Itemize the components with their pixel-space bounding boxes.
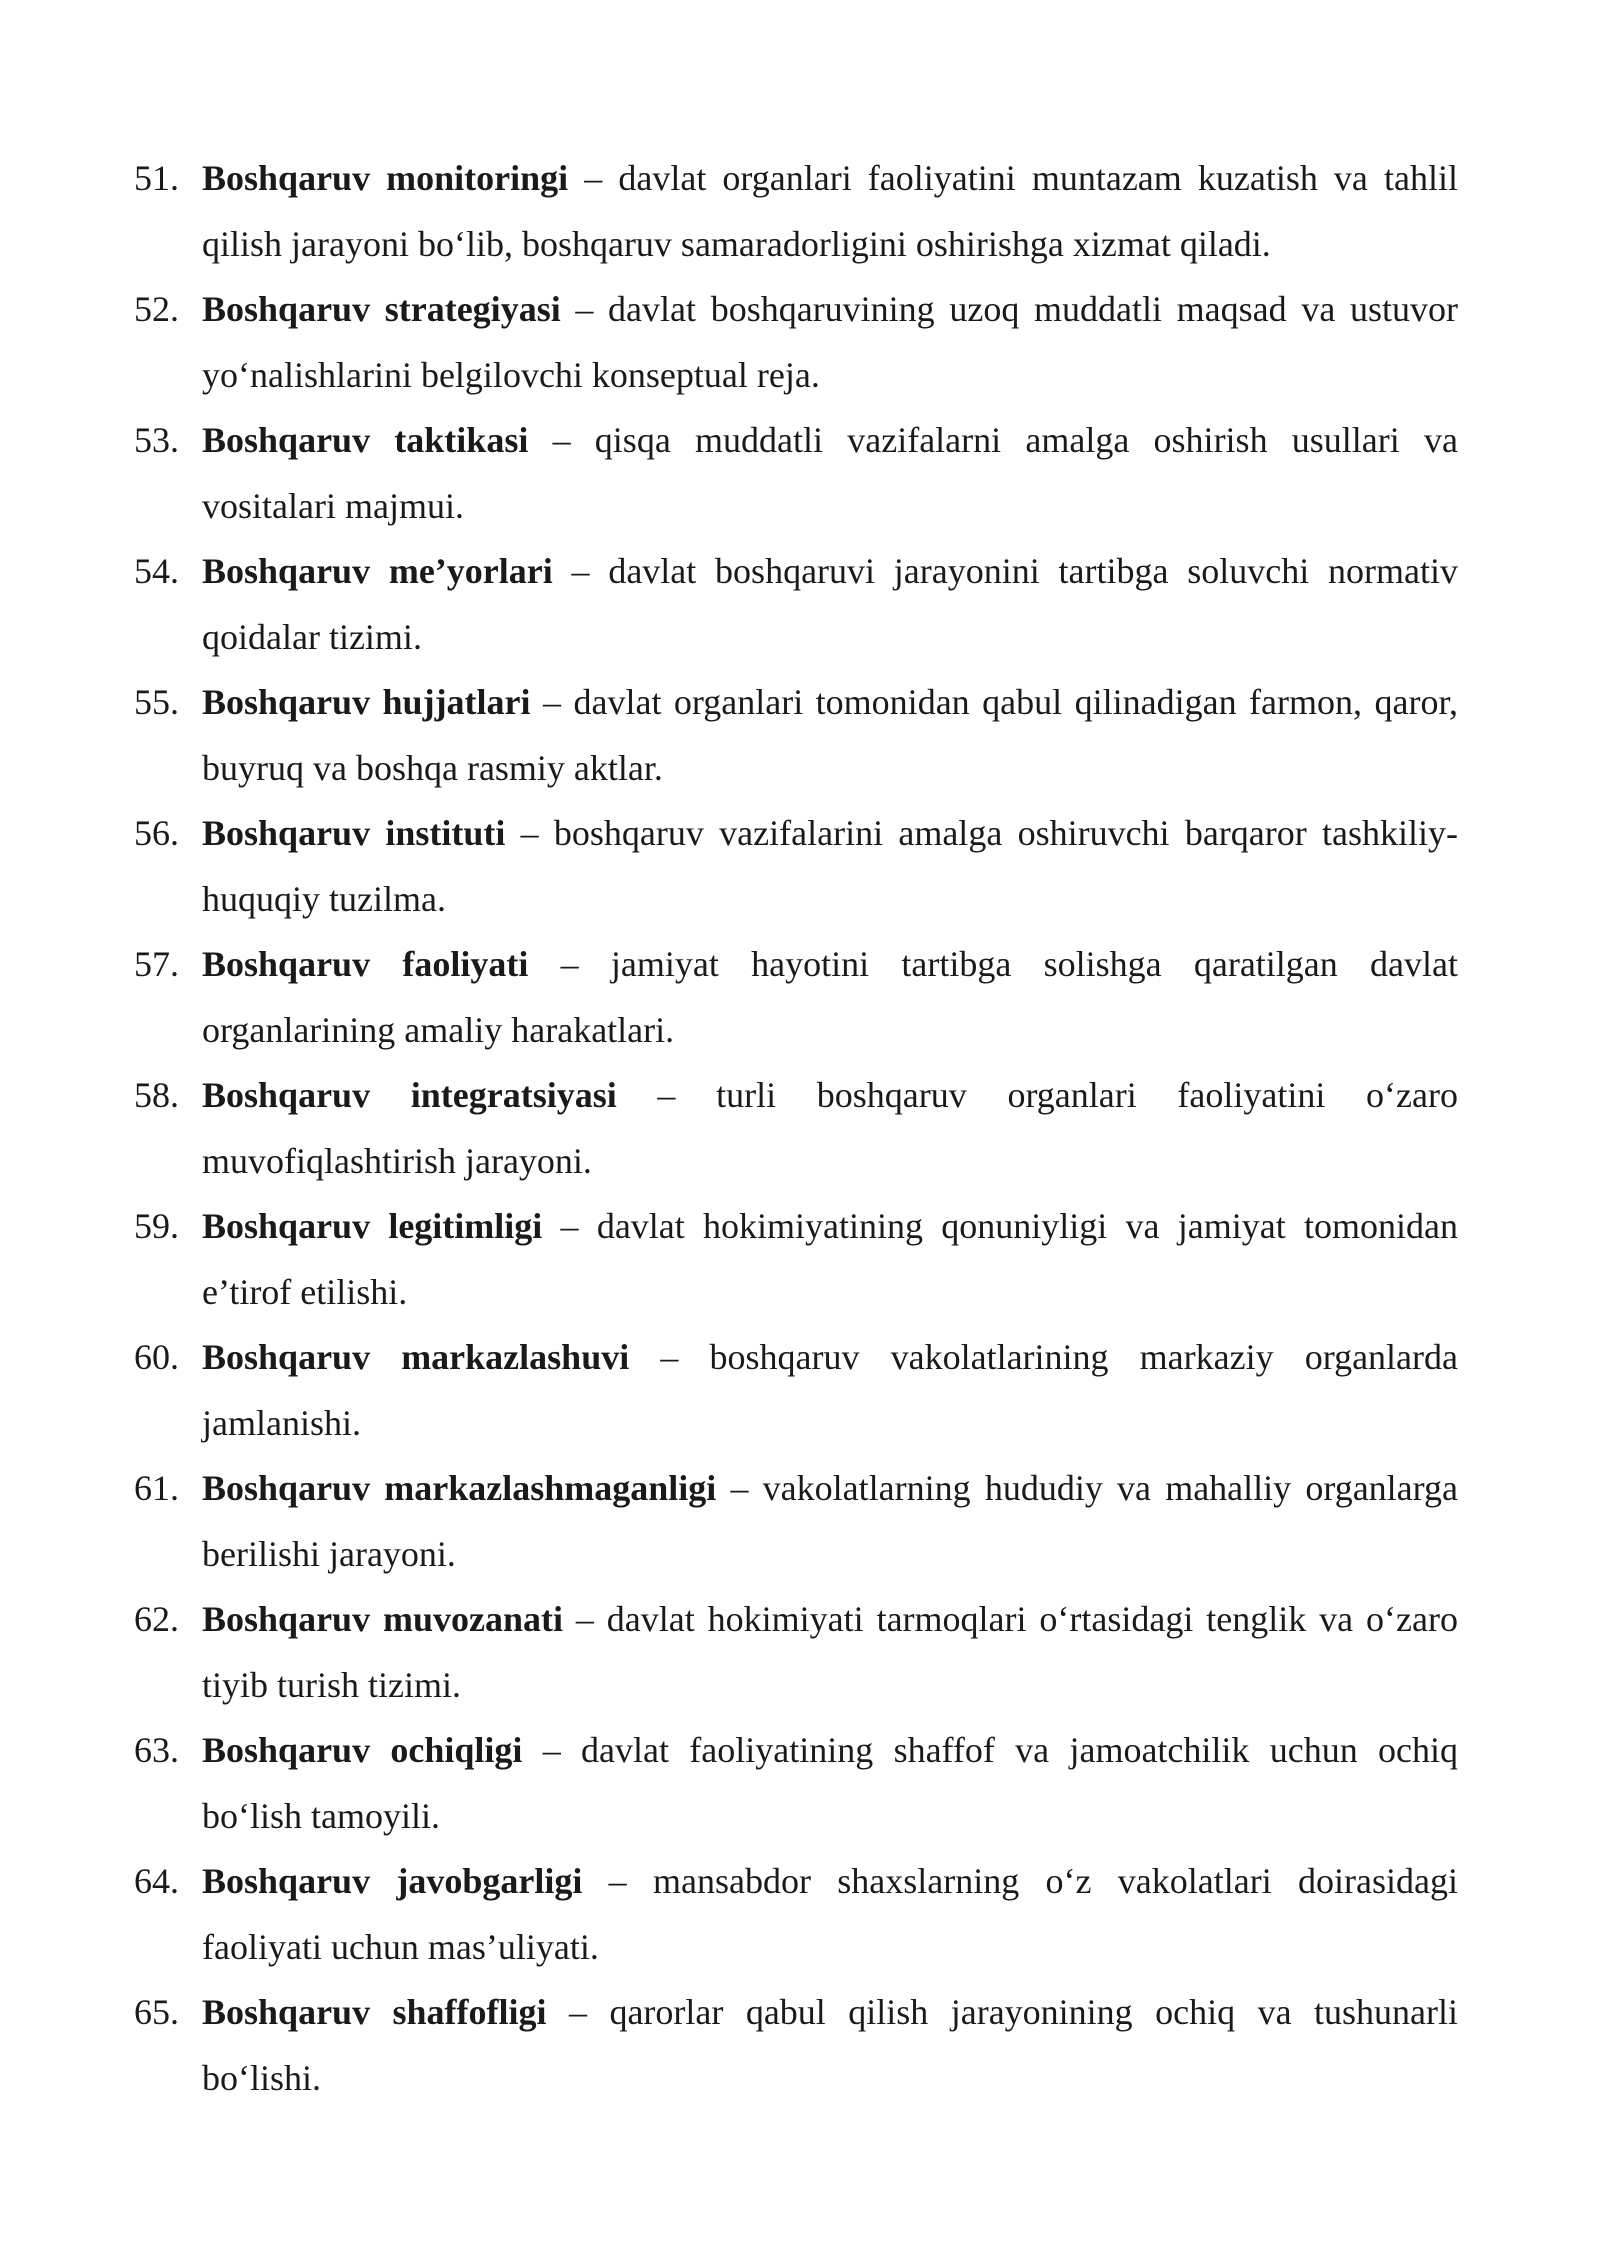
glossary-entry <box>134 1063 1458 1194</box>
glossary-entry <box>134 932 1458 1063</box>
glossary-entry <box>134 408 1458 539</box>
entry-term: Boshqaruv faoliyati <box>202 944 529 984</box>
entry-term: Boshqaruv integratsiyasi <box>202 1075 617 1115</box>
entry-term: Boshqaruv monitoringi <box>202 158 569 198</box>
entry-term: Boshqaruv markazlashuvi <box>202 1337 630 1377</box>
glossary-entry <box>134 670 1458 801</box>
entry-number: 58. <box>134 1075 179 1115</box>
entry-term: Boshqaruv ochiqligi <box>202 1730 523 1770</box>
entry-definition: – turli boshqaruv organlari faoliyatini o‘zaro muvofiqlashtirish jarayoni. <box>202 1075 1458 1181</box>
glossary-entry <box>134 1980 1458 2111</box>
entry-number: 57. <box>134 944 179 984</box>
entry-term: Boshqaruv strategiyasi <box>202 289 561 329</box>
entry-definition: – vakolatlarning hududiy va mahalliy organlarga berilishi jarayoni. <box>202 1468 1458 1574</box>
entry-number: 61. <box>134 1468 179 1508</box>
entry-number: 62. <box>134 1599 179 1639</box>
entry-number: 54. <box>134 551 179 591</box>
entry-definition: – boshqaruv vakolatlarining markaziy organlarda jamlanishi. <box>202 1337 1458 1443</box>
entry-term: Boshqaruv instituti <box>202 813 506 853</box>
entry-term: Boshqaruv legitimligi <box>202 1206 543 1246</box>
entry-number: 60. <box>134 1337 179 1377</box>
entry-number: 53. <box>134 420 179 460</box>
entry-definition: – davlat organlari tomonidan qabul qilinadigan farmon, qaror, buyruq va boshqa rasmiy aktlar. <box>202 682 1458 788</box>
entry-number: 52. <box>134 289 179 329</box>
entry-definition: – jamiyat hayotini tartibga solishga qaratilgan davlat organlarining amaliy harakatlari. <box>202 944 1459 1050</box>
entry-definition: – davlat boshqaruvining uzoq muddatli maqsad va ustuvor yo‘nalishlarini belgilovchi konseptual reja. <box>202 289 1458 395</box>
glossary-entry <box>134 1587 1458 1718</box>
glossary-entry <box>134 1718 1458 1849</box>
entry-definition: – qarorlar qabul qilish jarayonining ochiq va tushunarli bo‘lishi. <box>202 1992 1458 2098</box>
glossary-entry <box>134 539 1458 670</box>
entry-number: 56. <box>134 813 179 853</box>
glossary-list <box>134 146 1458 2111</box>
entry-definition: – davlat boshqaruvi jarayonini tartibga soluvchi normativ qoidalar tizimi. <box>202 551 1458 657</box>
entry-definition: – boshqaruv vazifalarini amalga oshiruvchi barqaror tashkiliy-huquqiy tuzilma. <box>202 813 1459 919</box>
entry-definition: – davlat hokimiyati tarmoqlari o‘rtasidagi tenglik va o‘zaro tiyib turish tizimi. <box>202 1599 1458 1705</box>
entry-definition: – davlat hokimiyatining qonuniyligi va jamiyat tomonidan e’tirof etilishi. <box>202 1206 1459 1312</box>
entry-term: Boshqaruv muvozanati <box>202 1599 563 1639</box>
entry-definition: – davlat faoliyatining shaffof va jamoatchilik uchun ochiq bo‘lish tamoyili. <box>202 1730 1458 1836</box>
entry-term: Boshqaruv shaffofligi <box>202 1992 547 2032</box>
glossary-entry <box>134 146 1458 277</box>
glossary-entry <box>134 1849 1458 1980</box>
entry-definition: – mansabdor shaxslarning o‘z vakolatlari doirasidagi faoliyati uchun mas’uliyati. <box>202 1861 1458 1967</box>
glossary-entry <box>134 801 1458 932</box>
entry-term: Boshqaruv me’yorlari <box>202 551 553 591</box>
entry-number: 59. <box>134 1206 179 1246</box>
glossary-entry <box>134 277 1458 408</box>
glossary-entry <box>134 1194 1458 1325</box>
entry-number: 55. <box>134 682 179 722</box>
entry-number: 64. <box>134 1861 179 1901</box>
entry-term: Boshqaruv javobgarligi <box>202 1861 583 1901</box>
entry-term: Boshqaruv taktikasi <box>202 420 529 460</box>
entry-definition: – qisqa muddatli vazifalarni amalga oshirish usullari va vositalari majmui. <box>202 420 1458 526</box>
entry-definition: – davlat organlari faoliyatini muntazam kuzatish va tahlil qilish jarayoni bo‘lib, boshqaruv samaradorligini oshirishga xizmat qiladi. <box>202 158 1458 264</box>
glossary-entry <box>134 1456 1458 1587</box>
entry-number: 65. <box>134 1992 179 2032</box>
entry-number: 63. <box>134 1730 179 1770</box>
entry-number: 51. <box>134 158 179 198</box>
entry-term: Boshqaruv markazlashmaganligi <box>202 1468 717 1508</box>
entry-term: Boshqaruv hujjatlari <box>202 682 531 722</box>
glossary-entry <box>134 1325 1458 1456</box>
